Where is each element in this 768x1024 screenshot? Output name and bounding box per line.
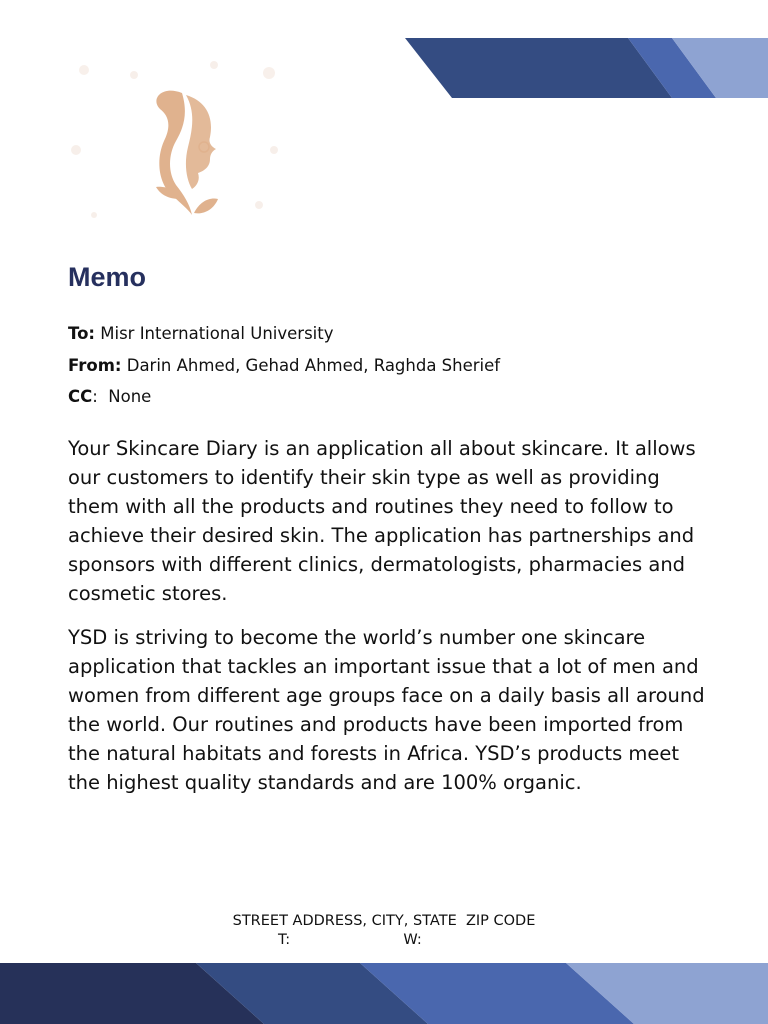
- to-value: Misr International University: [100, 324, 334, 343]
- memo-title: Memo: [68, 262, 147, 292]
- body-paragraph-1: Your Skincare Diary is an application all about skincare. It allows our customers to identify their skin type as well as providing them with all the products and routines they need to follow to achieve their desired skin. The application has partnerships and sponsors with different clinics, dermatologists, pharmacies and cosmetic stores.: [68, 437, 696, 605]
- cc-label: CC: [68, 387, 93, 406]
- header-band-dark: [405, 38, 672, 98]
- to-label: To:: [68, 324, 95, 343]
- from-value: Darin Ahmed, Gehad Ahmed, Raghda Sherief: [126, 355, 501, 375]
- from-line: [68, 350, 500, 382]
- footer-contact: [278, 931, 422, 949]
- from-label: From:: [68, 355, 122, 375]
- cc-line: [68, 381, 500, 413]
- woman-profile-leaf-icon: [64, 55, 284, 225]
- footer-web-label: W:: [403, 932, 422, 948]
- body-paragraph-2: YSD is striving to become the world’s number one skincare application that tackles an important issue that a lot of men and women from different age groups face on a daily basis all around the world. Our routines and products have been imported from the natural habitats and forests in Africa. YSD’s products meet the highest quality standards and are 100% organic.: [68, 626, 705, 794]
- cc-value: : None: [92, 387, 152, 406]
- footer-decorative-band: [0, 963, 768, 1024]
- footer-address: STREET ADDRESS, CITY, STATE ZIP CODE: [232, 913, 536, 929]
- footer-phone-label: T:: [278, 932, 291, 948]
- to-line: [68, 318, 500, 350]
- memo-header-fields: [68, 318, 500, 413]
